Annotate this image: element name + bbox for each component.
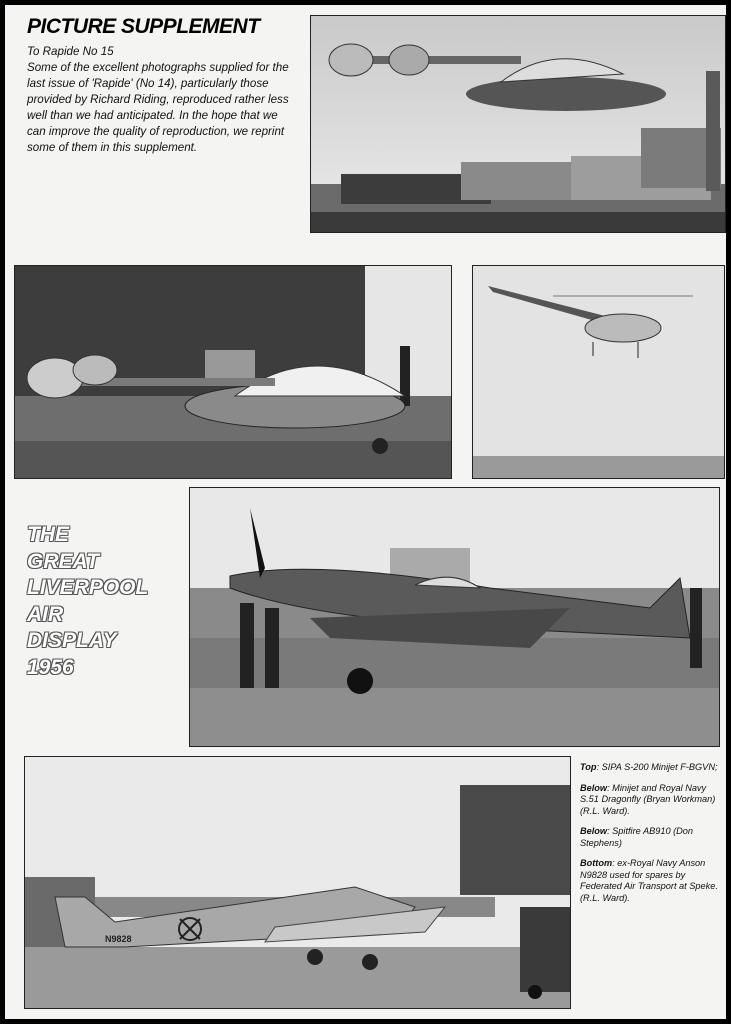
heading-line: GREAT <box>27 549 99 573</box>
intro-line: To Rapide No 15 <box>27 45 114 58</box>
anson-serial-mark: N9828 <box>105 934 132 944</box>
photo-minijet-flight <box>310 15 726 233</box>
heading-line: 1956 <box>27 655 74 679</box>
intro-line: Some of the excellent photographs supplied for the <box>27 61 289 74</box>
intro-line: well than we had anticipated. In the hope that we <box>27 109 278 122</box>
photo-dragonfly <box>472 265 725 479</box>
intro-line: can improve the quality of reproduction, we reprint <box>27 125 285 138</box>
heading-line: LIVERPOOL <box>27 576 149 599</box>
intro-text <box>27 44 309 156</box>
caption-below-2: Below: Spitfire AB910 (Don Stephens) <box>580 826 694 848</box>
photo-captions <box>580 762 720 913</box>
intro-line: some of them in this supplement. <box>27 141 198 154</box>
photo-anson <box>24 756 571 1009</box>
heading-line: DISPLAY <box>27 629 117 652</box>
photo-minijet-ground <box>14 265 452 479</box>
display-heading <box>27 522 197 681</box>
supplement-page <box>5 5 726 1019</box>
heading-line: THE <box>27 523 69 546</box>
caption-below-1: Below: Minijet and Royal Navy S.51 Dragonfly (Bryan Workman) (R.L. Ward). <box>580 782 716 816</box>
intro-line: provided by Richard Riding, reproduced rather less <box>27 93 289 106</box>
page-title: PICTURE SUPPLEMENT <box>27 15 260 38</box>
caption-top: Top: SIPA S-200 Minijet F-BGVN; <box>580 762 718 772</box>
heading-line: AIR <box>27 602 64 626</box>
photo-spitfire <box>189 487 720 747</box>
intro-line: last issue of 'Rapide' (No 14), particularly those <box>27 77 269 90</box>
caption-bottom: Bottom: ex-Royal Navy Anson N9828 used for spares by Federated Air Transport at Speke. (R.L. Ward). <box>580 858 718 903</box>
